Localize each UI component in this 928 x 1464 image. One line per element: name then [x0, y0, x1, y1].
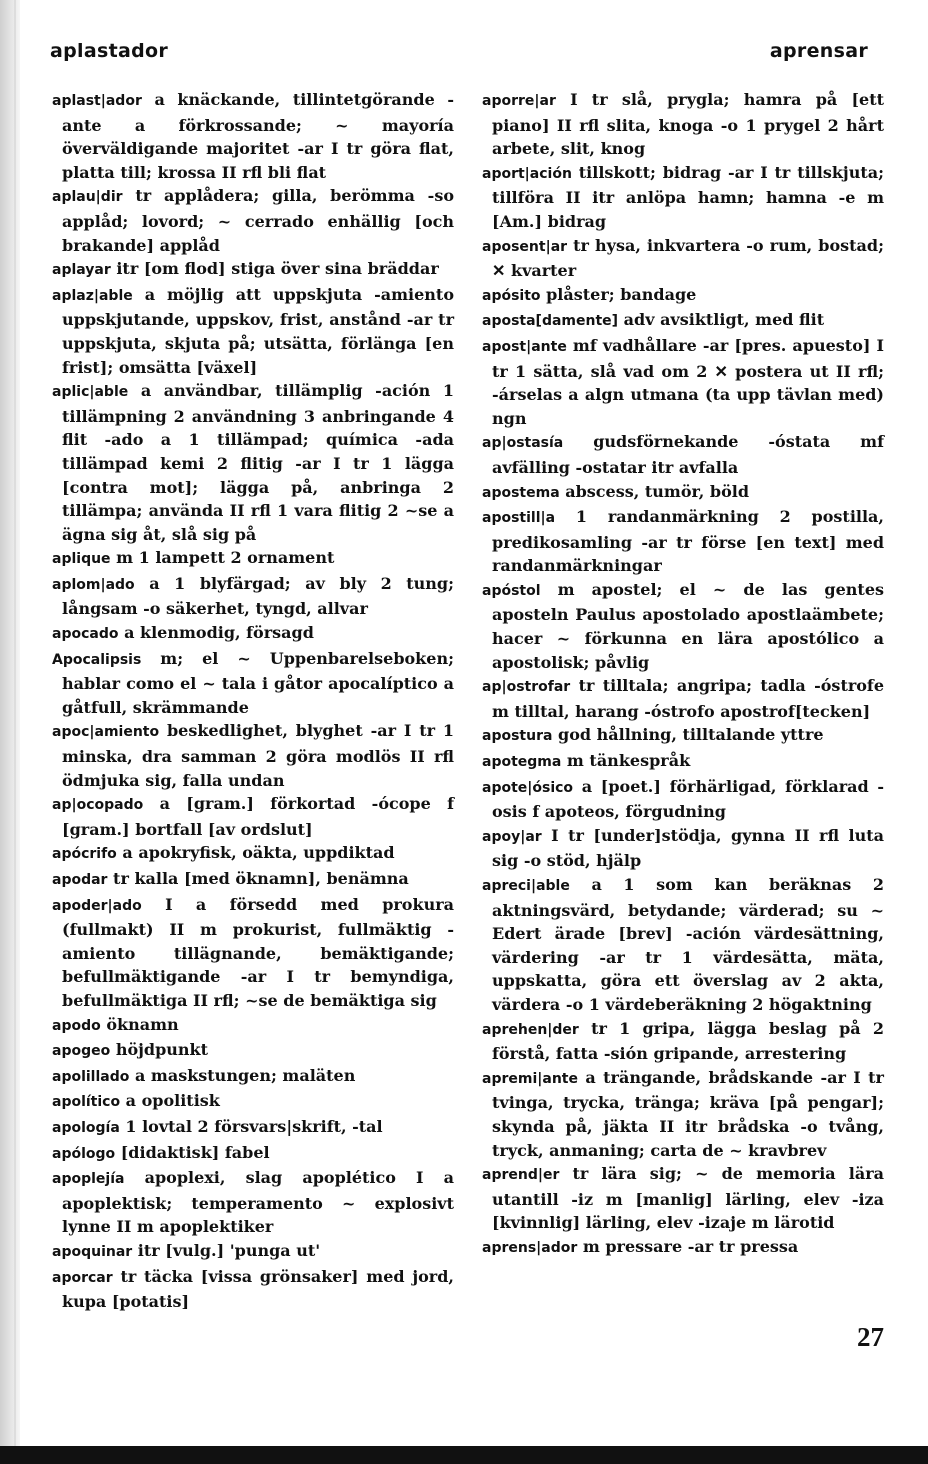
entry-definition: mf vadhållare -ar [pres. apuesto] I tr 1 sätta, slå vad om 2 ✕ postera ut II rfl; -árselas a algn utmana (ta upp tävlan med) ngn	[492, 335, 884, 428]
dictionary-entry	[482, 308, 884, 334]
entry-definition: [didaktisk] fabel	[120, 1142, 270, 1162]
entry-definition: a [gram.] förkortad -ócope f [gram.] bortfall [av ordslut]	[62, 794, 454, 839]
dictionary-entry	[52, 893, 454, 1013]
entry-definition: a 1 blyfärgad; av bly 2 tung; långsam -o säkerhet, tyngd, allvar	[62, 573, 454, 619]
dictionary-entry	[482, 1162, 884, 1235]
entry-definition: plåster; bandage	[546, 284, 697, 304]
entry-headword: aposta[damente]	[482, 313, 619, 330]
dictionary-entry	[52, 1064, 454, 1090]
entry-headword: apotegma	[482, 754, 562, 771]
entry-headword: aplic|able	[52, 384, 129, 401]
dictionary-entry	[482, 480, 884, 506]
dictionary-entry	[52, 88, 454, 184]
entry-headword: apoder|ado	[52, 897, 142, 914]
running-head-left: aplastador	[50, 40, 168, 62]
dictionary-entry	[52, 1038, 454, 1064]
entry-headword: aprehen|der	[482, 1021, 579, 1038]
entry-definition: tr tilltala; angripa; tadla -óstrofe m tilltal, harang -óstrofo apostrof[tecken]	[492, 676, 884, 721]
dictionary-entry	[482, 824, 884, 873]
entry-headword: apolítico	[52, 1094, 121, 1111]
dictionary-entry	[52, 1265, 454, 1314]
page-gutter-shadow	[0, 0, 20, 1464]
dictionary-entry	[52, 1239, 454, 1265]
dictionary-entry	[482, 578, 884, 674]
entry-definition: gudsförnekande -óstata mf avfälling -ostatar itr avfalla	[492, 432, 884, 477]
entry-headword: apología	[52, 1119, 120, 1136]
dictionary-entry	[482, 88, 884, 161]
dictionary-entry	[52, 1141, 454, 1167]
dictionary-entry	[52, 621, 454, 647]
entry-headword: aport|ación	[482, 165, 572, 182]
dictionary-entry	[482, 161, 884, 234]
entry-headword: apolillado	[52, 1068, 130, 1085]
entry-headword: aposent|ar	[482, 238, 568, 255]
entry-definition: tr kalla [med öknamn], benämna	[113, 869, 409, 888]
dictionary-entry	[482, 505, 884, 578]
dictionary-entry	[52, 867, 454, 893]
dictionary-entry	[52, 1166, 454, 1239]
entry-definition: abscess, tumör, böld	[565, 481, 750, 501]
entry-definition: a [poet.] förhärligad, förklarad -osis f apoteos, förgudning	[492, 776, 884, 822]
dictionary-entry	[52, 184, 454, 257]
entry-headword: apostura	[482, 728, 553, 745]
entry-definition: a användbar, tillämplig -ación 1 tillämpning 2 användning 3 anbringande 4 flit -ado a 1 tillämpad; química -ada tillämpad kemi 2 flitig -ar I tr 1 lägga [contra mot]; lägga på, anbringa 2 tillämpa; använda II rfl 1 vara flitig 2 ~se a ägna sig åt, slå sig på	[62, 381, 454, 544]
dictionary-entry	[52, 379, 454, 546]
entry-headword: aplaz|able	[52, 287, 133, 304]
entry-headword: Apocalipsis	[52, 651, 142, 668]
entry-headword: apostill|a	[482, 510, 556, 527]
entry-definition: a opolitisk	[125, 1091, 220, 1111]
entry-definition: tillskott; bidrag -ar I tr tillskjuta; tillföra II itr anlöpa hamn; hamna -e m [Am.] bidrag	[492, 162, 884, 231]
entry-headword: apostema	[482, 484, 560, 501]
dictionary-entry	[52, 1115, 454, 1141]
binding-edge	[14, 0, 16, 1464]
dictionary-entry	[52, 546, 454, 572]
entry-definition: I tr [under]stödja, gynna II rfl luta sig -o stöd, hjälp	[492, 825, 885, 871]
dictionary-entry	[482, 334, 884, 430]
dictionary-entry	[482, 873, 884, 1017]
entry-definition: öknamn	[106, 1014, 179, 1034]
entry-headword: apocado	[52, 626, 119, 643]
entry-headword: apremi|ante	[482, 1070, 578, 1087]
entry-headword: aporre|ar	[482, 93, 556, 109]
entry-headword: apoy|ar	[482, 828, 542, 845]
entry-headword: aplayar	[52, 262, 111, 279]
page-number: 27	[857, 1322, 884, 1352]
dictionary-entry	[52, 647, 454, 720]
entry-headword: apoplejía	[52, 1171, 125, 1188]
dictionary-entry	[482, 1017, 884, 1066]
dictionary-entry	[482, 749, 884, 775]
entry-definition: I a försedd med prokura (fullmakt) II m prokurist, fullmäktig -amiento tillägnande, bemäktigande; befullmäktigande -ar I tr bemyndiga, befullmäktiga II rfl; ~se de bemäktiga sig	[62, 894, 454, 1010]
entry-definition: tr applådera; gilla, berömma -so applåd; lovord; ~ cerrado enhällig [och brakande] applåd	[62, 186, 455, 255]
entry-definition: m tänkespråk	[566, 751, 691, 771]
entry-headword: ap|ostasía	[482, 435, 564, 452]
dictionary-entry	[482, 1235, 884, 1261]
entry-definition: I tr slå, prygla; hamra på [ett piano] II rfl slita, knoga -o 1 prygel 2 hårt arbete, slit, knog	[492, 90, 885, 159]
entry-definition: beskedlighet, blyghet -ar I tr 1 minska, dra samman 2 göra modlös II rfl ödmjuka sig, falla undan	[62, 721, 454, 790]
entry-definition: m; el ~ Uppenbarelseboken; hablar como el ~ tala i gåtor apocalíptico a gåtfull, skrämmande	[62, 648, 454, 717]
dictionary-entry	[52, 719, 454, 792]
dictionary-entry	[52, 257, 454, 283]
entry-definition: itr [vulg.] 'punga ut'	[137, 1240, 321, 1260]
entry-headword: apólogo	[52, 1145, 116, 1162]
entry-definition: tr täcka [vissa grönsaker] med jord, kupa [potatis]	[62, 1266, 454, 1312]
entry-definition: tr 1 gripa, lägga beslag på 2 förstå, fatta -sión gripande, arrestering	[492, 1018, 884, 1064]
entry-definition: apoplexi, slag apoplético I a apoplektisk; temperamento ~ explosivt lynne II m apoplektiker	[62, 1168, 455, 1237]
entry-definition: a klenmodig, försagd	[124, 623, 314, 643]
dictionary-entry	[482, 775, 884, 824]
entry-definition: a trängande, brådskande -ar I tr tvinga, trycka, tränga; kräva [på pengar]; skynda på, jäkta II itr brådska -o tvång, tryck, anmaning; carta de ~ kravbrev	[492, 1067, 884, 1160]
dictionary-entry	[482, 674, 884, 723]
dictionary-entry	[482, 1066, 884, 1162]
entry-headword: ap|ocopado	[52, 797, 144, 814]
entry-headword: apóstol	[482, 582, 541, 599]
entry-definition: höjdpunkt	[115, 1040, 209, 1060]
entry-headword: aprens|ador	[482, 1239, 578, 1256]
entry-headword: apósito	[482, 287, 541, 304]
entry-headword: apote|ósico	[482, 779, 574, 796]
dictionary-entry	[52, 1089, 454, 1115]
entry-definition: a knäckande, tillintetgörande -ante a förkrossande; ~ mayoría överväldigande majoritet -ar I tr göra flat, platta till; krossa II rfl bli flat	[62, 90, 454, 182]
entry-headword: aplom|ado	[52, 576, 135, 593]
entry-headword: apreci|able	[482, 878, 570, 894]
running-head-right: aprensar	[769, 40, 868, 62]
scan-bottom-border	[0, 1446, 928, 1464]
dictionary-entry	[52, 792, 454, 841]
entry-headword: aplau|dir	[52, 189, 123, 206]
dictionary-entry	[52, 841, 454, 867]
right-column	[482, 88, 884, 1261]
entry-definition: a 1 som kan beräknas 2 aktningsvärd, betydande; värderad; su ~ Edert ärade [brev] -ación värdesättning, värdering -ar tr 1 värdesätta, mäta, uppskatta, göra ett överslag av 2 akta, värdera -o 1 värdeberäkning 2 högaktning	[492, 875, 884, 1014]
dictionary-entry	[482, 283, 884, 309]
dictionary-entry	[482, 430, 884, 479]
entry-definition: a maskstungen; maläten	[134, 1065, 356, 1085]
entry-definition: 1 randanmärkning 2 postilla, predikosamling -ar tr förse [en text] med randanmärkningar	[492, 507, 884, 576]
entry-headword: apodar	[52, 872, 108, 888]
entry-headword: apost|ante	[482, 338, 567, 355]
dictionary-entry	[482, 234, 884, 283]
entry-definition: m pressare -ar tr pressa	[582, 1236, 799, 1256]
entry-headword: apogeo	[52, 1043, 111, 1060]
entry-definition: m 1 lampett 2 ornament	[116, 548, 335, 568]
entry-definition: itr [om flod] stiga över sina bräddar	[116, 259, 439, 279]
entry-definition: m apostel; el ~ de las gentes aposteln Paulus apostolado apostlaämbete; hacer ~ förkunna en lära apostólico a apostolisk; påvlig	[492, 579, 885, 672]
entry-headword: apoc|amiento	[52, 724, 160, 741]
left-column	[52, 88, 454, 1314]
entry-headword: apócrifo	[52, 846, 117, 863]
entry-definition: 1 lovtal 2 försvars|skrift, -tal	[125, 1116, 383, 1136]
entry-headword: apoquinar	[52, 1243, 133, 1260]
entry-definition: adv avsiktligt, med flit	[623, 310, 825, 330]
entry-headword: aplique	[52, 551, 111, 568]
dictionary-entry	[52, 1013, 454, 1039]
entry-definition: a möjlig att uppskjuta -amiento uppskjutande, uppskov, frist, anstånd -ar tr uppskjuta, skjuta på; utsätta, förlänga [en frist]; omsätta [växel]	[62, 284, 454, 377]
dictionary-entry	[482, 723, 884, 749]
entry-definition: a apokryfisk, oäkta, uppdiktad	[122, 843, 395, 863]
dictionary-entry	[52, 283, 454, 379]
entry-headword: aprend|er	[482, 1167, 560, 1184]
dictionary-entry	[52, 572, 454, 621]
entry-definition: god hållning, tilltalande yttre	[558, 725, 824, 745]
entry-headword: aplast|ador	[52, 93, 142, 109]
entry-definition: tr lära sig; ~ de memoria lära utantill -iz m [manlig] lärling, elev -iza [kvinnlig] lärling, elev -izaje m lärotid	[492, 1164, 885, 1233]
entry-headword: apodo	[52, 1017, 101, 1034]
entry-headword: aporcar	[52, 1269, 113, 1286]
entry-definition: tr hysa, inkvartera -o rum, bostad; ✕ kvarter	[492, 235, 884, 281]
entry-headword: ap|ostrofar	[482, 679, 571, 696]
